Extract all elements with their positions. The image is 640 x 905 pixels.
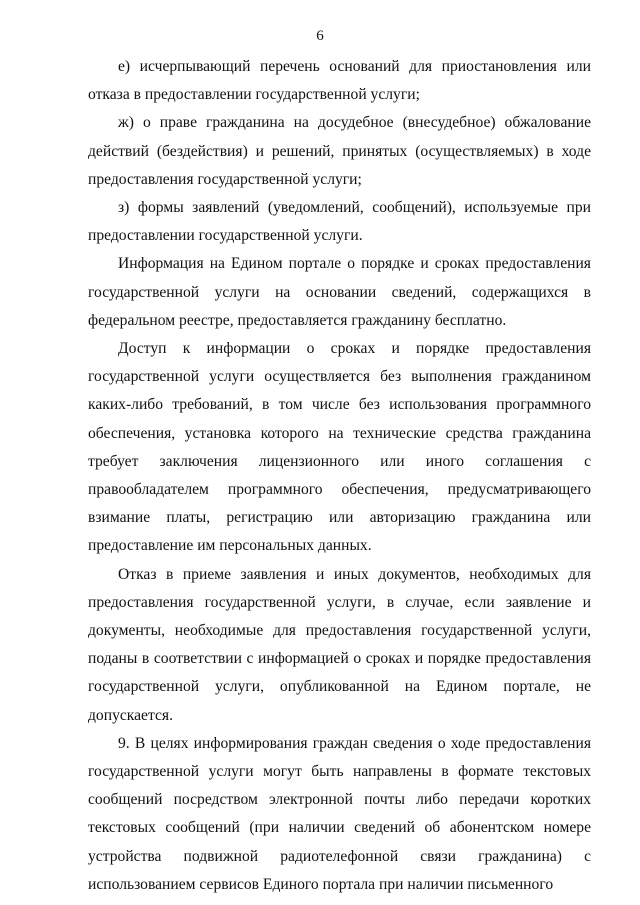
paragraph-portal-info-free: Информация на Едином портале о порядке и сроках предоставления государственной услуги на основании сведений, содержащихся в федеральном реестре, предоставляется гражданину бесплатно. xyxy=(88,255,591,329)
paragraph-9-notifications: 9. В целях информирования граждан сведения о ходе предоставления государственной услуги могут быть направлены в формате текстовых сообщений посредством электронной почты либо передачи коротких текстовых сообщений (при наличии сведений об абонентском номере устройства подвижной радиотелефонной связи гражданина) с использованием сервисов Единого портала при наличии письменного xyxy=(88,734,591,893)
paragraph-z-application-forms: з) формы заявлений (уведомлений, сообщений), используемые при предоставлении государственной услуги. xyxy=(88,199,591,245)
paragraph-e-grounds-list: е) исчерпывающий перечень оснований для приостановления или отказа в предоставлении государственной услуги; xyxy=(88,58,591,104)
page-number: 6 xyxy=(316,28,324,44)
document-body xyxy=(88,53,591,899)
paragraph-access-to-info: Доступ к информации о сроках и порядке предоставления государственной услуги осуществляется без выполнения гражданином каких-либо требований, в том числе без использования программного обеспечения, установка которого на технические средства гражданина требует заключения лицензионного или иного соглашения с правообладателем программного обеспечения, предусматривающего взимание платы, регистрацию или авторизацию гражданина или предоставление им персональных данных. xyxy=(88,340,591,555)
paragraph-refusal-not-allowed: Отказ в приеме заявления и иных документов, необходимых для предоставления государственной услуги, в случае, если заявление и документы, необходимые для предоставления государственной услуги, поданы в соответствии с информацией о сроках и порядке предоставления государственной услуги, опубликованной на Едином портале, не допускается. xyxy=(88,565,591,724)
paragraph-zh-appeal-right: ж) о праве гражданина на досудебное (внесудебное) обжалование действий (бездействия) и решений, принятых (осуществляемых) в ходе предоставления государственной услуги; xyxy=(88,114,591,188)
